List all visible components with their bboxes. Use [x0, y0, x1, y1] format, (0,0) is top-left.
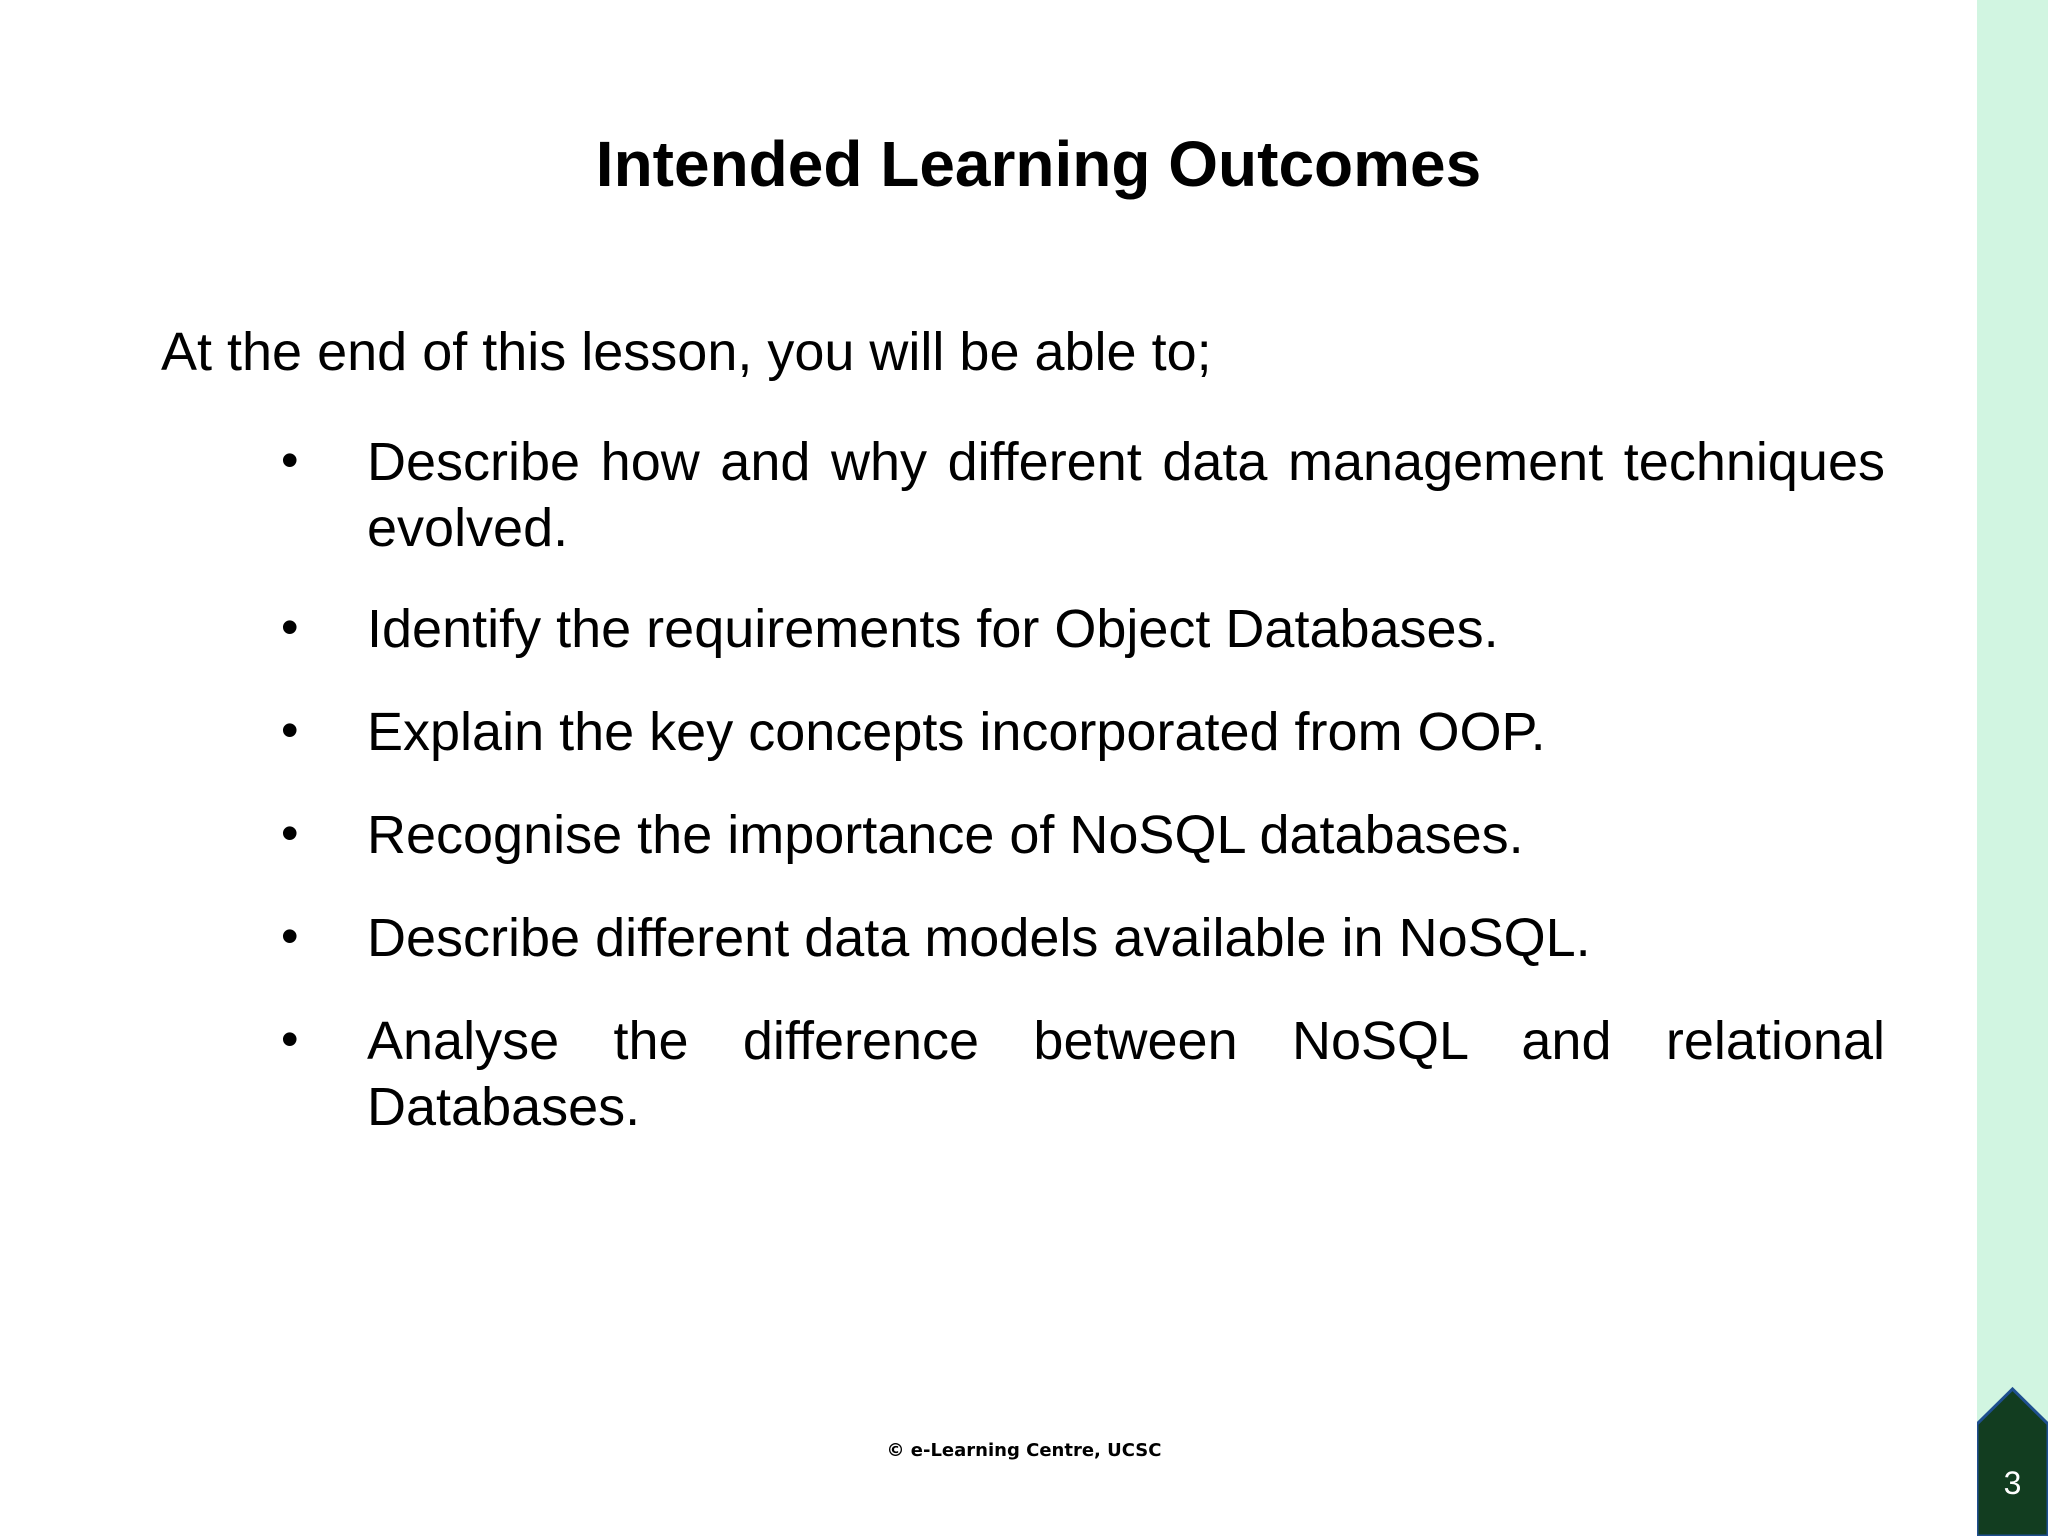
bullet-icon: •: [281, 432, 299, 488]
outcome-item: [281, 1008, 1885, 1140]
bullet-icon: •: [281, 805, 299, 861]
outcome-text: Describe different data models available in NoSQL.: [367, 908, 1591, 968]
outcome-text: Recognise the importance of NoSQL databases.: [367, 805, 1524, 865]
outcome-item: [281, 596, 1885, 662]
outcome-item: [281, 802, 1885, 868]
bullet-icon: •: [281, 1011, 299, 1067]
outcome-text: Explain the key concepts incorporated from OOP.: [367, 702, 1546, 762]
outcome-text: Identify the requirements for Object Databases.: [367, 599, 1499, 659]
page-number: 3: [2003, 1465, 2022, 1501]
bullet-icon: •: [281, 599, 299, 655]
outcome-item: [281, 699, 1885, 765]
bullet-icon: •: [281, 702, 299, 758]
outcome-text: Describe how and why different data management techniques evolved.: [367, 432, 1885, 558]
copyright-footer: © e-Learning Centre, UCSC: [886, 1440, 1162, 1461]
bullet-icon: •: [281, 908, 299, 964]
outcome-item: [281, 429, 1885, 561]
intro-text: At the end of this lesson, you will be able to;: [161, 322, 1212, 382]
side-bar: [1977, 0, 2048, 1536]
outcome-text: Analyse the difference between NoSQL and relational Databases.: [367, 1011, 1885, 1137]
slide-title: Intended Learning Outcomes: [595, 128, 1482, 200]
outcome-item: [281, 905, 1885, 971]
